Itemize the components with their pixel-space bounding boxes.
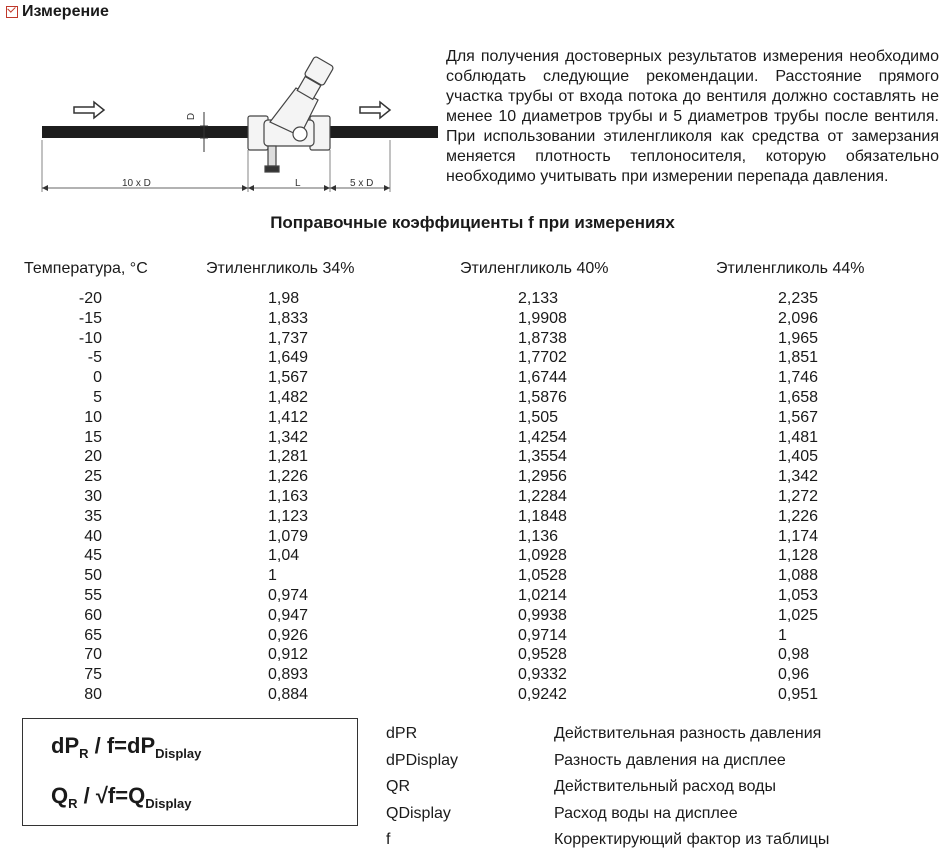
temp-cell: 65 bbox=[84, 626, 102, 644]
eg44-cell: 1,053 bbox=[778, 586, 819, 604]
eg40-cell: 0,9938 bbox=[518, 606, 567, 624]
eg34-cell: 1,567 bbox=[268, 369, 309, 387]
temp-cell: 45 bbox=[84, 547, 102, 565]
eg44-cell: 1,851 bbox=[778, 349, 819, 367]
section-header bbox=[6, 2, 109, 22]
formula-flow-b-sub: Display bbox=[145, 796, 192, 811]
legend-row bbox=[386, 724, 936, 751]
legend-row bbox=[386, 830, 936, 857]
eg34-cell: 1,833 bbox=[268, 309, 309, 327]
flow-arrow-left-icon bbox=[74, 102, 104, 118]
temp-cell: -10 bbox=[78, 329, 102, 347]
eg34-cell: 1,281 bbox=[268, 448, 309, 466]
eg44-cell: 1,405 bbox=[778, 448, 819, 466]
temp-cell: 80 bbox=[84, 685, 102, 703]
eg44-cell: 1,226 bbox=[778, 507, 819, 525]
table-row bbox=[0, 329, 945, 349]
eg40-cell: 1,4254 bbox=[518, 428, 567, 446]
eg44-cell: 1,025 bbox=[778, 606, 819, 624]
coefficient-table bbox=[0, 289, 945, 705]
eg34-cell: 1,123 bbox=[268, 507, 309, 525]
temp-cell: 35 bbox=[84, 507, 102, 525]
eg40-cell: 1,5876 bbox=[518, 388, 567, 406]
flow-arrow-right-icon bbox=[360, 102, 390, 118]
eg34-cell: 0,912 bbox=[268, 646, 309, 664]
eg34-cell: 1,04 bbox=[268, 547, 300, 565]
eg44-cell: 1,272 bbox=[778, 487, 819, 505]
temp-cell: 60 bbox=[84, 606, 102, 624]
valve-installation-diagram bbox=[38, 40, 438, 200]
temp-cell: 15 bbox=[84, 428, 102, 446]
legend-description: Действительная разность давления bbox=[554, 725, 822, 742]
formula-pressure-b-sub: Display bbox=[155, 746, 202, 761]
temp-cell: -20 bbox=[78, 290, 102, 307]
eg40-cell: 1,0928 bbox=[518, 547, 567, 565]
eg34-cell: 1,412 bbox=[268, 408, 309, 426]
table-row bbox=[0, 388, 945, 408]
eg40-cell: 1,0214 bbox=[518, 586, 567, 604]
table-row bbox=[0, 665, 945, 685]
eg40-cell: 1,8738 bbox=[518, 329, 567, 347]
table-row bbox=[0, 527, 945, 547]
formula-pressure-mid: / f=dP bbox=[88, 733, 156, 758]
temp-cell: 5 bbox=[93, 388, 102, 406]
legend-description: Расход воды на дисплее bbox=[554, 804, 738, 822]
eg40-cell: 1,0528 bbox=[518, 567, 567, 585]
temp-cell: 40 bbox=[84, 527, 102, 545]
eg44-cell: 1,746 bbox=[778, 369, 819, 387]
eg34-cell: 1,079 bbox=[268, 527, 309, 545]
eg44-cell: 1,965 bbox=[778, 329, 819, 347]
formula-flow bbox=[51, 783, 191, 811]
eg40-cell: 1,2284 bbox=[518, 487, 567, 505]
eg44-cell: 1,567 bbox=[778, 408, 819, 426]
temp-cell: -15 bbox=[78, 309, 102, 327]
legend-description: Корректирующий фактор из таблицы bbox=[554, 831, 830, 848]
table-row bbox=[0, 586, 945, 606]
eg34-cell: 1,649 bbox=[268, 349, 309, 367]
eg34-cell: 0,893 bbox=[268, 666, 309, 684]
eg34-cell: 0,884 bbox=[268, 685, 309, 703]
diameter-label: D bbox=[186, 112, 198, 121]
eg34-cell: 1 bbox=[268, 567, 277, 585]
upstream-length-label: 10 x D bbox=[122, 178, 151, 189]
legend-row bbox=[386, 777, 936, 804]
table-row bbox=[0, 309, 945, 329]
eg40-cell: 1,7702 bbox=[518, 349, 567, 367]
eg40-cell: 1,505 bbox=[518, 408, 559, 426]
symbol-legend bbox=[386, 724, 936, 857]
eg44-cell: 1,174 bbox=[778, 527, 819, 545]
eg34-cell: 0,947 bbox=[268, 606, 309, 624]
temp-cell: 0 bbox=[93, 369, 102, 387]
eg34-cell: 0,926 bbox=[268, 626, 309, 644]
valve-icon bbox=[248, 56, 334, 172]
table-row bbox=[0, 487, 945, 507]
formula-pressure-a: dP bbox=[51, 733, 80, 758]
formula-pressure-a-sub: R bbox=[79, 746, 89, 761]
pipe-upstream bbox=[42, 126, 248, 138]
eg34-cell: 1,342 bbox=[268, 428, 309, 446]
temp-cell: 30 bbox=[84, 487, 102, 505]
formula-flow-a-sub: R bbox=[68, 796, 78, 811]
pipe-diagram-svg bbox=[38, 40, 438, 200]
temp-cell: 70 bbox=[84, 646, 102, 664]
temp-cell: 20 bbox=[84, 448, 102, 466]
formula-box bbox=[22, 718, 358, 826]
table-row bbox=[0, 467, 945, 487]
eg40-cell: 1,1848 bbox=[518, 507, 567, 525]
table-row bbox=[0, 289, 945, 309]
section-title: Измерение bbox=[22, 3, 109, 20]
temp-cell: 10 bbox=[84, 408, 102, 426]
legend-symbol: dPDisplay bbox=[386, 751, 459, 769]
eg44-cell: 1,128 bbox=[778, 547, 819, 565]
eg40-cell: 0,9332 bbox=[518, 666, 567, 684]
eg34-cell: 0,974 bbox=[268, 586, 309, 604]
table-row bbox=[0, 685, 945, 705]
table-row bbox=[0, 507, 945, 527]
temp-cell: 55 bbox=[84, 586, 102, 604]
formula-flow-mid: / √f=Q bbox=[77, 783, 146, 808]
eg44-cell: 1,658 bbox=[778, 388, 819, 406]
header-eg44: Этиленгликоль 44% bbox=[716, 260, 865, 277]
legend-symbol: QDisplay bbox=[386, 804, 451, 822]
table-row bbox=[0, 566, 945, 586]
pipe-downstream bbox=[330, 126, 438, 138]
eg34-cell: 1,226 bbox=[268, 468, 309, 486]
valve-length-label: L bbox=[295, 178, 301, 189]
eg40-cell: 0,9528 bbox=[518, 646, 567, 664]
table-row bbox=[0, 447, 945, 467]
legend-description: Разность давления на дисплее bbox=[554, 751, 786, 769]
eg40-cell: 1,136 bbox=[518, 527, 559, 545]
header-temperature: Температура, °C bbox=[24, 260, 148, 277]
eg40-cell: 1,9908 bbox=[518, 309, 567, 327]
table-row bbox=[0, 645, 945, 665]
eg34-cell: 1,737 bbox=[268, 329, 309, 347]
eg44-cell: 1,342 bbox=[778, 468, 819, 486]
eg34-cell: 1,482 bbox=[268, 388, 309, 406]
eg40-cell: 1,6744 bbox=[518, 369, 567, 387]
legend-row bbox=[386, 804, 936, 831]
eg34-cell: 1,98 bbox=[268, 290, 300, 307]
temp-cell: 25 bbox=[84, 468, 102, 486]
table-row bbox=[0, 546, 945, 566]
eg44-cell: 2,235 bbox=[778, 290, 819, 307]
eg44-cell: 1,088 bbox=[778, 567, 819, 585]
eg34-cell: 1,163 bbox=[268, 487, 309, 505]
temp-cell: 50 bbox=[84, 567, 102, 585]
checkbox-checked-icon bbox=[6, 6, 18, 18]
legend-symbol: QR bbox=[386, 778, 410, 795]
eg40-cell: 2,133 bbox=[518, 290, 559, 307]
header-eg34: Этиленгликоль 34% bbox=[206, 260, 355, 277]
table-row bbox=[0, 348, 945, 368]
table-row bbox=[0, 606, 945, 626]
eg44-cell: 0,951 bbox=[778, 685, 819, 703]
downstream-length-label: 5 x D bbox=[350, 178, 374, 189]
legend-symbol: dPR bbox=[386, 725, 418, 742]
legend-description: Действительный расход воды bbox=[554, 778, 776, 795]
table-row bbox=[0, 368, 945, 388]
table-row bbox=[0, 408, 945, 428]
temp-cell: 75 bbox=[84, 666, 102, 684]
legend-symbol: f bbox=[386, 831, 391, 848]
eg44-cell: 2,096 bbox=[778, 309, 819, 327]
eg44-cell: 0,96 bbox=[778, 666, 810, 684]
temp-cell: -5 bbox=[87, 349, 102, 367]
table-title: Поправочные коэффициенты f при измерениях bbox=[270, 213, 675, 232]
eg40-cell: 1,2956 bbox=[518, 468, 567, 486]
eg40-cell: 0,9242 bbox=[518, 685, 567, 703]
recommendations-paragraph: Для получения достоверных результатов измерения необходимо соблюдать следующие рекомендации. Расстояние прямого участка трубы от входа потока до вентиля должно составлять не менее 10 диаметров трубы и 5 диаметров трубы после вентиля. При использовании этиленгликоля как средства от замерзания меняется плотность теплоносителя, которую обязательно необходимо учитывать при измерении перепада давления. bbox=[446, 48, 939, 185]
eg44-cell: 0,98 bbox=[778, 646, 810, 664]
eg44-cell: 1,481 bbox=[778, 428, 819, 446]
formula-flow-a: Q bbox=[51, 783, 69, 808]
table-row bbox=[0, 626, 945, 646]
header-eg40: Этиленгликоль 40% bbox=[460, 260, 609, 277]
eg40-cell: 1,3554 bbox=[518, 448, 567, 466]
legend-row bbox=[386, 751, 936, 778]
table-row bbox=[0, 428, 945, 448]
eg44-cell: 1 bbox=[778, 626, 787, 644]
formula-pressure bbox=[51, 733, 201, 761]
eg40-cell: 0,9714 bbox=[518, 626, 567, 644]
